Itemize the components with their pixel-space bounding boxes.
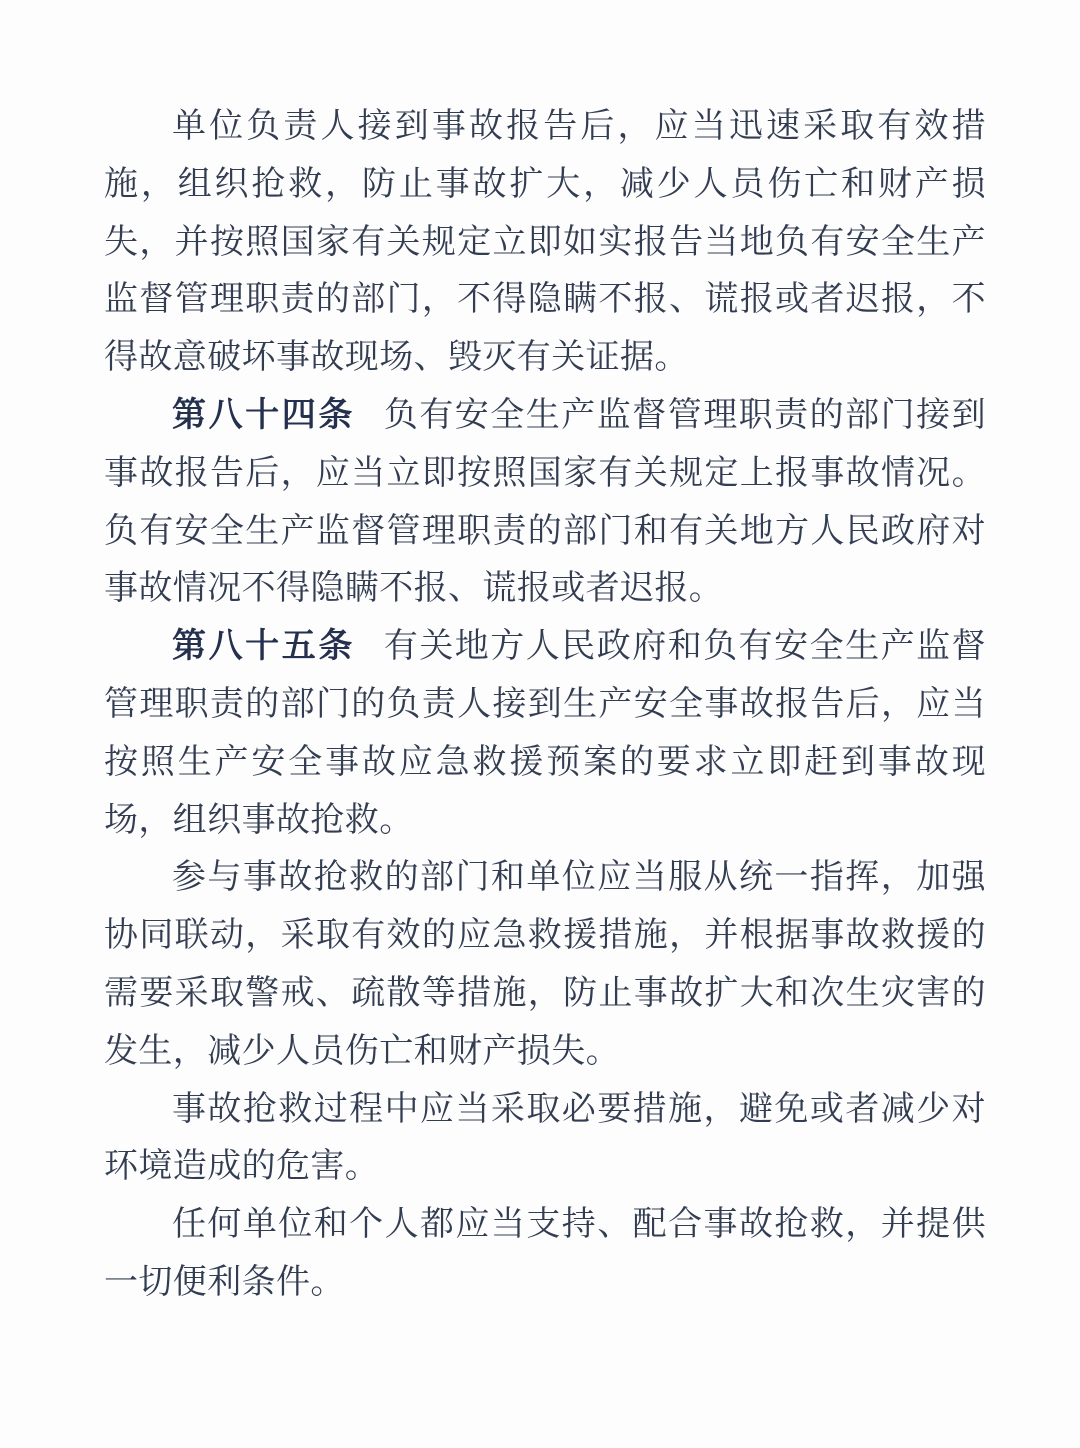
paragraph-text: 任何单位和个人都应当支持、配合事故抢救，并提供一切便利条件。 <box>104 1206 986 1301</box>
paragraph-text: 事故抢救过程中应当采取必要措施，避免或者减少对环境造成的危害。 <box>104 1090 986 1186</box>
paragraph-text: 有关地方人民政府和负有安全生产监督管理职责的部门的负责人接到生产安全事故报告后，应当按照生产安全事故应急救援预案的要求立即赶到事故现场，组织事故抢救。 <box>104 628 986 839</box>
paragraph <box>104 1196 986 1312</box>
paragraph <box>104 98 986 387</box>
paragraph-text: 参与事故抢救的部门和单位应当服从统一指挥，加强协同联动，采取有效的应急救援措施，并根据事故救援的需要采取警戒、疏散等措施，防止事故扩大和次生灾害的发生，减少人员伤亡和财产损失。 <box>104 859 986 1070</box>
paragraph <box>104 1081 986 1197</box>
paragraph-text: 负有安全生产监督管理职责的部门接到事故报告后，应当立即按照国家有关规定上报事故情况。负有安全生产监督管理职责的部门和有关地方人民政府对事故情况不得隐瞒不报、谎报或者迟报。 <box>104 396 986 608</box>
article-number: 第八十五条 <box>172 627 355 666</box>
paragraph-text: 单位负责人接到事故报告后，应当迅速采取有效措施，组织抢救，防止事故扩大，减少人员伤亡和财产损失，并按照国家有关规定立即如实报告当地负有安全生产监督管理职责的部门，不得隐瞒不报、谎报或者迟报，不得故意破坏事故现场、毁灭有关证据。 <box>104 108 986 377</box>
paragraph-article-85 <box>104 618 986 849</box>
article-number: 第八十四条 <box>172 395 355 434</box>
paragraph <box>104 849 986 1080</box>
paragraph-article-84 <box>104 387 986 618</box>
